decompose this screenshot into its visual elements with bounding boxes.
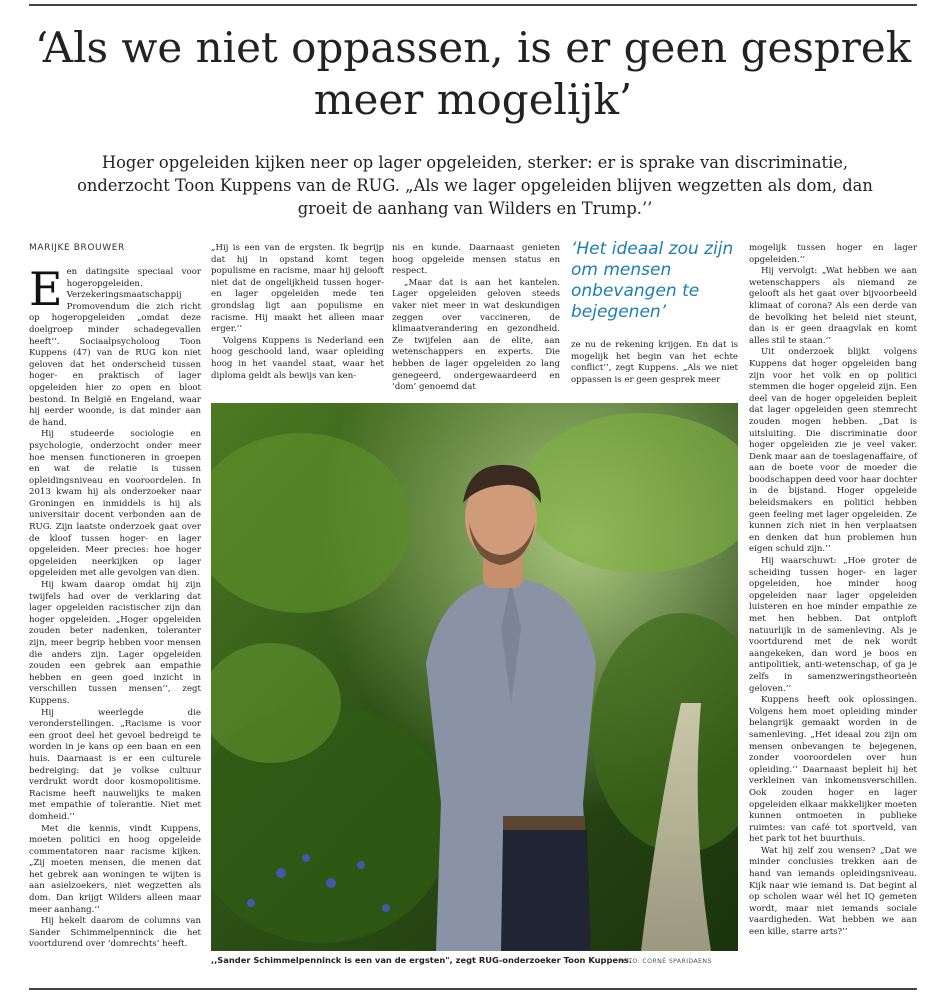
paragraph: Hij studeerde sociologie en psychologie, onderzocht onder meer hoe mensen functioneren in groepen en wat de relatie is tussen opleidingsniveau en vooroordelen. In 2013 kwam hij als onderzoeker naar Groningen en inmiddels is hij als universitair docent verbonden aan de RUG. Zijn laatste onderzoek gaat over de kloof tussen hoger- en lager opgeleiden. Meer precies: hoe hoger opgeleiden neerkijken op lager opgeleiden met alle gevolgen van dien. [29,429,201,579]
article-intro: Hoger opgeleiden kijken neer op lager opgeleiden, sterker: er is sprake van discriminatie, onderzocht Toon Kuppens van de RUG. „Als we lager opgeleiden blijven wegzetten als dom, dan groeit de aanhang van Wilders en Trump.’’ [77,153,873,218]
pull-quote: ‘Het ideaal zou zijn om mensen onbevangen te bejegenen’ [571,239,734,322]
paragraph: Uit onderzoek blijkt volgens Kuppens dat hoger opgeleiden bang zijn voor het volk en op politici stemmen die hoger opgeleid zijn. Een deel van de hoger opgeleiden bepleit dat lager opgeleiden geen stemrecht zouden mogen hebben. „Dat is uitsluiting. Die discriminatie door hoger opgeleiden zie je veel vaker. Denk maar aan de toeslagenaffaire, of aan de boete voor de moeder die boodschappen deed voor haar dochter in de bijstand. Hoger opgeleide beleidsmakers en politici hebben geen feeling met lager opgeleiden. Ze kunnen zich niet in hen verplaatsen en denken dat hun problemen hun eigen schuld zijn.’’ [749,347,917,555]
paragraph: Wat hij zelf zou wensen? „Dat we minder conclusies trekken aan de hand van iemands opleidingsniveau. Kijk naar wie iemand is. Dat begint al op scholen waar wél het IQ gemeten wordt, maar niet iemands sociale vaardigheden. Wat hebben we aan een kille, starre arts?’’ [749,845,917,938]
paragraph: Hij kwam daarop omdat hij zijn twijfels had over de verklaring dat lager opgeleiden racistischer zijn dan hoger opgeleiden. „Hoger opgeleiden zouden beter nadenken, toleranter zijn, meer begrip hebben voor mensen die anders zijn. Lager opgeleiden zouden een gebrek aan empathie hebben en geen goed inzicht in verschillen tussen mensen’’, zegt Kuppens. [29,580,201,706]
paragraph: Hij hekelt daarom de columns van Sander Schimmelpenninck die het voortdurend over ‘domrechts’ heeft. [29,916,201,950]
paragraph: „Hij is een van de ergsten. Ik begrijp dat hij in opstand komt tegen populisme en racisme, maar hij gelooft niet dat de ongelijkheid tussen hoger- en lager opgeleiden mede ten grondslag ligt aan populisme en racisme. Hij maakt het alleen maar erger.’’ [211,243,384,335]
paragraph: Hij vervolgt: „Wat hebben we aan wetenschappers als niemand ze gelooft als het gaat over bijvoorbeeld klimaat of corona? Als een derde van de bevolking het beleid niet steunt, dan is er geen draagvlak en komt alles stil te staan.’’ [749,266,917,346]
paragraph: „Maar dat is aan het kantelen. Lager opgeleiden geloven steeds vaker niet meer in wat deskundigen zeggen over vaccineren, de klimaatverandering en gezondheid. Ze twijfelen aan de elite, aan wetenschappers en experts. Die hebben de lager opgeleiden zo lang genegeerd, ondergewaardeerd en ‘dom’ genoemd dat [392,277,560,393]
article-photo [211,403,738,951]
paragraph: Volgens Kuppens is Nederland een hoog geschoold land, waar opleiding hoog in het vaandel staat, waar het diploma geldt als bewijs van ken- [211,335,384,381]
bottom-rule [29,988,917,990]
top-rule [29,4,917,6]
paragraph: nis en kunde. Daarnaast genieten hoog opgeleide mensen status en respect. [392,243,560,277]
column-5 [749,243,917,978]
paragraph: mogelijk tussen hoger en lager opgeleiden.’’ [749,243,917,265]
drop-cap: E [29,262,63,316]
column-1 [29,262,201,977]
paragraph: ze nu de rekening krijgen. En dat is mogelijk het begin van het echte conflict’’, zegt Kuppens. „Als we niet oppassen is er geen gesprek meer [571,340,738,385]
paragraph: en datingsite speciaal voor hogeropgeleiden. Verzekeringsmaatschappij Promovendum die zich richt op hogeropgeleiden „omdat deze doelgroep minder schadegevallen heeft’’. Sociaalpsycholoog Toon Kuppens (47) van de RUG kon niet geloven dat het onderscheid tussen hoger- en praktisch of lager opgeleiden hier zo open en bloot bestond. In België en Engeland, waar hij eerder woonde, is dat minder aan de hand. [29,267,201,428]
portrait-illustration [211,403,738,951]
paragraph: Hij weerlegde die veronderstellingen. „Racisme is voor een groot deel het gevoel bedreigd te worden in je kans op een baan en een huis. Daarnaast is er een culturele bedreiging: dat je volkse cultuur verdrukt wordt door kosmopolitisme. Racisme heeft nauwelijks te maken met empathie of tolerantie. Niet met domheid.’’ [29,707,201,822]
column-2 [211,243,384,393]
paragraph: Hij waarschuwt: „Hoe groter de scheiding tussen hoger- en lager opgeleiden, hoe minder hoog opgeleiden naar lager opgeleiden luisteren en hoe minder empathie ze met hen hebben. Dat ontploft natuurlijk in de samenleving. Als je voortdurend met de nek wordt aangekeken, dan word je boos en antipolitiek, anti-wetenschap, of ga je zelfs in samenzweringstheorieën geloven.’’ [749,556,917,694]
paragraph: Kuppens heeft ook oplossingen. Volgens hem moet opleiding minder belangrijk gemaakt worden in de samenleving. „Het ideaal zou zijn om mensen onbevangen te bejegenen, zonder vooroordelen over hun opleiding.’’ Daarnaast bepleit hij het verkleinen van inkomensverschillen. Ook zouden hoger en lager opgeleiden elkaar makkelijker moeten kunnen ontmoeten in publieke ruimtes: van café tot sportveld, van het park tot het buurthuis. [749,695,917,845]
byline: MARIJKE BROUWER [29,243,125,253]
photo-credit: FOTO: CORNÉ SPARIDAENS [619,958,712,965]
paragraph: Met die kennis, vindt Kuppens, moeten politici en hoog opgeleide commentatoren naar racisme kijken. „Zij moeten mensen, die menen dat het gebrek aan woningen te wijten is aan asielzoekers, niet wegzetten als dom. Dan krijgt Wilders alleen maar meer aanhang.’’ [29,823,201,915]
article-headline: ‘Als we niet oppassen, is er geen gesprek meer mogelijk’ [34,23,912,124]
photo-caption: ,,Sander Schimmelpenninck is een van de ergsten", zegt RUG-onderzoeker Toon Kuppens. [211,955,633,965]
column-4 [571,340,738,395]
column-3 [392,243,560,393]
